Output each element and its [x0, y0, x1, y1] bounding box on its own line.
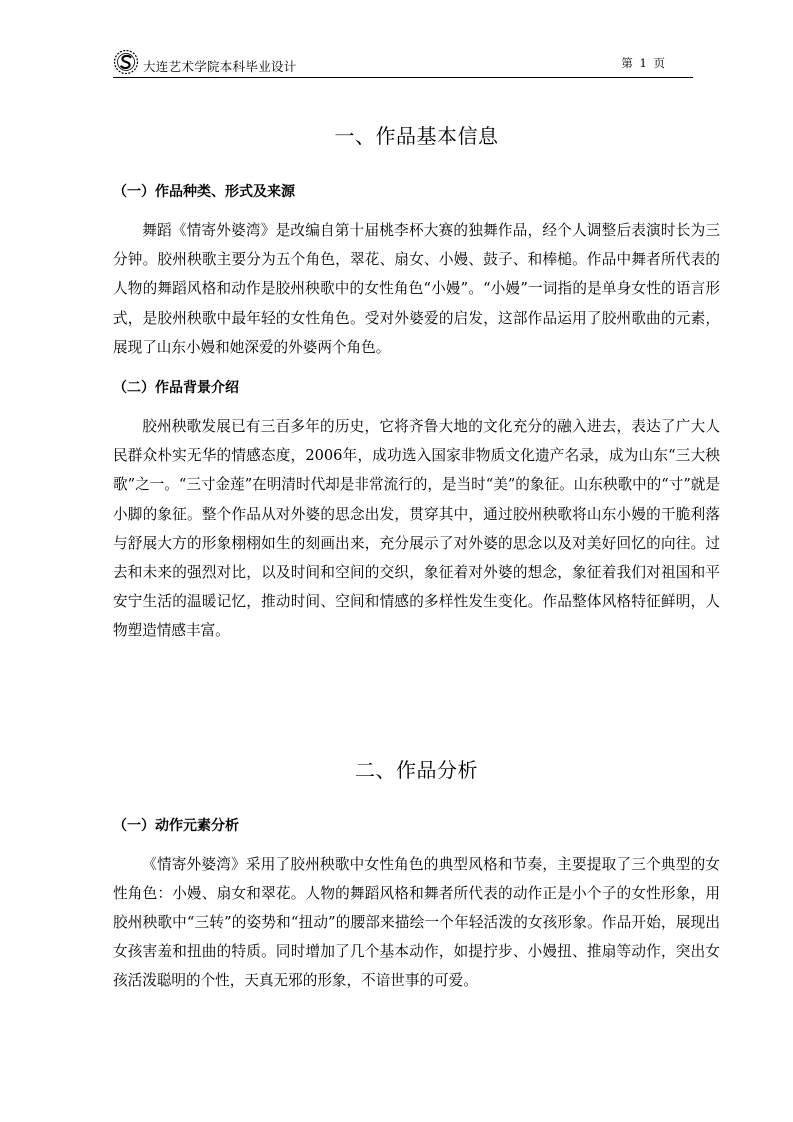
paragraph-background: 胶州秧歌发展已有三百多年的历史，它将齐鲁大地的文化充分的融入进去，表达了广大人民群众朴实无华的情感态度，2006年，成功选入国家非物质文化遗产名录，成为山东“三大秧歌”之一。“三寸金莲”在明清时代却是非常流行的，是当时“美”的象征。山东秧歌中的“寸”就是小脚的象征。整个作品从对外婆的思念出发，贯穿其中，通过胶州秧歌将山东小嫚的干脆利落与舒展大方的形象栩栩如生的刻画出来，充分展示了对外婆的思念以及对美好回忆的向往。过去和未来的强烈对比，以及时间和空间的交织，象征着对外婆的想念，象征着我们对祖国和平安宁生活的温暖记忆，推动时间、空间和情感的多样性发生变化。作品整体风格特征鲜明，人物塑造情感丰富。 — [113, 418, 720, 640]
page-number: 第 1 页 — [621, 56, 665, 70]
school-name: 大连艺术学院本科毕业设计 — [143, 59, 297, 74]
paragraph-type-form-source: 舞蹈《情寄外婆湾》是改编自第十届桃李杯大赛的独舞作品，经个人调整后表演时长为三分钟。胶州秧歌主要分为五个角色，翠花、扇女、小嫚、鼓子、和棒槌。作品中舞者所代表的人物的舞蹈风格和动作是胶州秧歌中的女性角色“小嫚”。“小嫚”一词指的是单身女性的语言形式，是胶州秧歌中最年轻的女性角色。受对外婆爱的启发，这部作品运用了胶州歌曲的元素，展现了山东小嫚和她深爱的外婆两个角色。 — [113, 222, 720, 356]
document-body — [113, 118, 720, 996]
school-logo-icon — [113, 49, 139, 75]
section-title-analysis: 二、作品分析 — [355, 757, 478, 782]
paragraph-movement-elements: 《情寄外婆湾》采用了胶州秧歌中女性角色的典型风格和节奏，主要提取了三个典型的女性角色：小嫚、扇女和翠花。人物的舞蹈风格和舞者所代表的动作正是小个子的女性形象，用胶州秧歌中“三转”的姿势和“扭动”的腰部来描绘一个年轻活泼的女孩形象。作品开始，展现出女孩害羞和扭曲的特质。同时增加了几个基本动作，如提拧步、小嫚扭、推扇等动作，突出女孩活泼聪明的个性，天真无邪的形象，不谙世事的可爱。 — [113, 855, 720, 990]
subsection-heading-movement-elements: （一）动作元素分析 — [113, 817, 239, 834]
page-header — [113, 49, 693, 78]
section-title-basic-info: 一、作品基本信息 — [334, 124, 499, 148]
subsection-heading-type-form-source: （一）作品种类、形式及来源 — [113, 184, 295, 200]
subsection-heading-background: （二）作品背景介绍 — [113, 380, 239, 397]
